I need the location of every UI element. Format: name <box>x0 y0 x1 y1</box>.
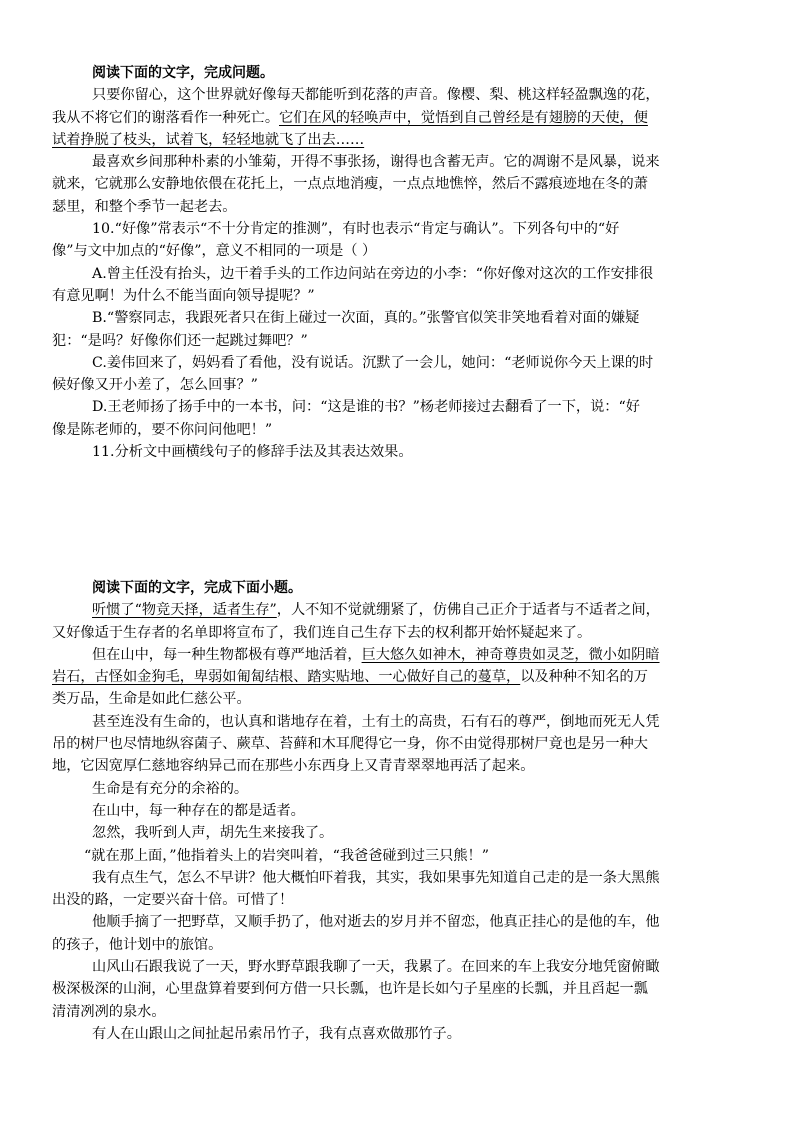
text-line: 的孩子，他计划中的旅馆。 <box>52 936 223 953</box>
passage-2-paragraph-9 <box>52 911 734 956</box>
passage-1-paragraph-2 <box>52 151 734 218</box>
passage-2-paragraph-3 <box>52 711 734 778</box>
option-text-line: B.“警察同志，我跟死者只在街上碰过一次面，真的。”张警官似笑非笑地看着对面的嫌疑 <box>92 310 640 327</box>
text-line: 吊的树尸也尽情地纵容菌子、蕨草、苔藓和木耳爬得它一身，你不由觉得那树尸竟也是另一种大 <box>52 736 648 753</box>
text-line: 又好像适于生存者的名单即将宣布了，我们连自己生存下去的权利都开始怀疑起来了。 <box>52 624 592 641</box>
text-line: 我有点生气，怎么不早讲？他大概怕吓着我，其实，我如果事先知道自己走的是一条大黑熊 <box>92 869 660 886</box>
option-text-line: 候好像又开小差了，怎么回事？” <box>52 377 258 394</box>
text-line: 清清冽冽的泉水。 <box>52 1003 166 1020</box>
section-1-heading: 阅读下面的文字，完成问题。 <box>92 65 274 81</box>
text-line: 类万品，生命是如此仁慈公平。 <box>52 691 251 708</box>
option-text-line: C.姜伟回来了，妈妈看了看他，没有说话。沉默了一会儿，她问：“老师说你今天上课的时 <box>92 354 654 371</box>
reading-section-2 <box>52 577 734 1045</box>
passage-2-paragraph-11: 有人在山跟山之间扯起吊索吊竹子，我有点喜欢做那竹子。 <box>92 1025 461 1042</box>
text-line: 最喜欢乡间那种朴素的小雏菊，开得不事张扬，谢得也含蓄无声。它的凋谢不是风暴，说来 <box>92 154 660 171</box>
text-span: ，人不知不觉就绷紧了，仿佛自己正介于适者与不适者之间， <box>276 602 660 619</box>
underlined-sentence: 巨大悠久如神木，神奇尊贵如灵芝，微小如阴暗 <box>361 646 660 663</box>
passage-2-paragraph-4: 生命是有充分的余裕的。 <box>92 780 249 797</box>
underlined-sentence: 它们在风的轻唤声中，觉悟到自己曾经是有翅膀的天使，便 <box>279 109 648 126</box>
text-line <box>92 644 734 666</box>
passage-1-paragraph-1 <box>52 84 734 151</box>
text-line: 瑟里，和整个季节一起老去。 <box>52 198 237 215</box>
option-text-line: 像是陈老师的，要不你问问他吧！” <box>52 421 273 438</box>
question-11: 11.分析文中画横线句子的修辞手法及其表达效果。 <box>92 444 413 461</box>
text-line <box>92 599 734 621</box>
text-span: 以及种种不知名的万 <box>520 669 648 686</box>
text-line: 就来，它就那么安静地依偎在花托上，一点点地消瘦，一点点地憔悴，然后不露痕迹地在冬的萧 <box>52 176 648 193</box>
question-text-line: 10.“好像”常表示“不十分肯定的推测”，有时也表示“肯定与确认”。下列各句中的“好 <box>92 221 620 238</box>
passage-2-paragraph-5: 在山中，每一种存在的都是适者。 <box>92 802 305 819</box>
text-line: 极深极深的山涧，心里盘算着要到何方借一只长瓢，也许是长如勺子星座的长瓢，并且舀起一瓢 <box>52 981 648 998</box>
option-a <box>52 263 734 308</box>
text-line: 山风山石跟我说了一天，野水野草跟我聊了一天，我累了。在回来的车上我安分地凭窗俯瞰 <box>92 959 660 976</box>
passage-2-paragraph-2 <box>52 644 734 711</box>
text-line: 他顺手摘了一把野草，又顺手扔了，他对逝去的岁月并不留恋，他真正挂心的是他的车，他 <box>92 914 660 931</box>
reading-section-1 <box>52 62 734 463</box>
option-text-line: A.曾主任没有抬头，边干着手头的工作边问站在旁边的小李：“你好像对这次的工作安排很 <box>92 265 654 282</box>
option-text-line: 犯：“是吗？好像你们还一起跳过舞吧？” <box>52 332 308 349</box>
section-2-heading: 阅读下面的文字，完成下面小题。 <box>92 580 302 596</box>
option-text-line: D.王老师扬了扬手中的一本书，问：“这是谁的书？”杨老师接过去翻看了一下，说：“好 <box>92 399 640 416</box>
passage-2-paragraph-1 <box>52 599 734 644</box>
question-10 <box>52 218 734 263</box>
question-text-line: 像”与文中加点的“好像”，意义不相同的一项是（ ） <box>52 243 377 260</box>
text-line: 出没的路，一定要兴奋十倍。可惜了！ <box>52 892 294 909</box>
underlined-sentence: 试着挣脱了枝头，试着飞，轻轻地就飞了出去…… <box>52 131 365 148</box>
passage-2-paragraph-7: “就在那上面，”他指着头上的岩突叫着，“我爸爸碰到过三只熊！” <box>84 847 489 864</box>
option-c <box>52 352 734 397</box>
text-line <box>52 107 734 129</box>
passage-2-paragraph-10 <box>52 956 734 1023</box>
option-text-line: 有意见啊！为什么不能当面向领导提呢？” <box>52 287 315 304</box>
text-line: 只要你留心，这个世界就好像每天都能听到花落的声音。像樱、梨、桃这样轻盈飘逸的花， <box>92 87 660 104</box>
text-line: 地，它因宽厚仁慈地容纳异己而在那些小东西身上又青青翠翠地再活了起来。 <box>52 758 535 775</box>
text-line: 甚至连没有生命的，也认真和谐地存在着，土有土的高贵，石有石的尊严，倒地而死无人凭 <box>92 713 660 730</box>
text-line <box>52 666 734 688</box>
option-b <box>52 307 734 352</box>
underlined-phrase: 听惯了“物竞天择，适者生存” <box>92 602 277 619</box>
passage-2-paragraph-6: 忽然，我听到人声，胡先生来接我了。 <box>92 825 334 842</box>
text-span: 但在山中，每一种生物都极有尊严地活着， <box>92 646 362 663</box>
underlined-sentence: 岩石，古怪如金狗毛，卑弱如匍匐结根、踏实贴地、一心做好自己的蔓草， <box>52 669 521 686</box>
option-d <box>52 396 734 441</box>
passage-2-paragraph-8 <box>52 867 734 912</box>
text-span: 我从不将它们的谢落看作一种死亡。 <box>52 109 280 126</box>
